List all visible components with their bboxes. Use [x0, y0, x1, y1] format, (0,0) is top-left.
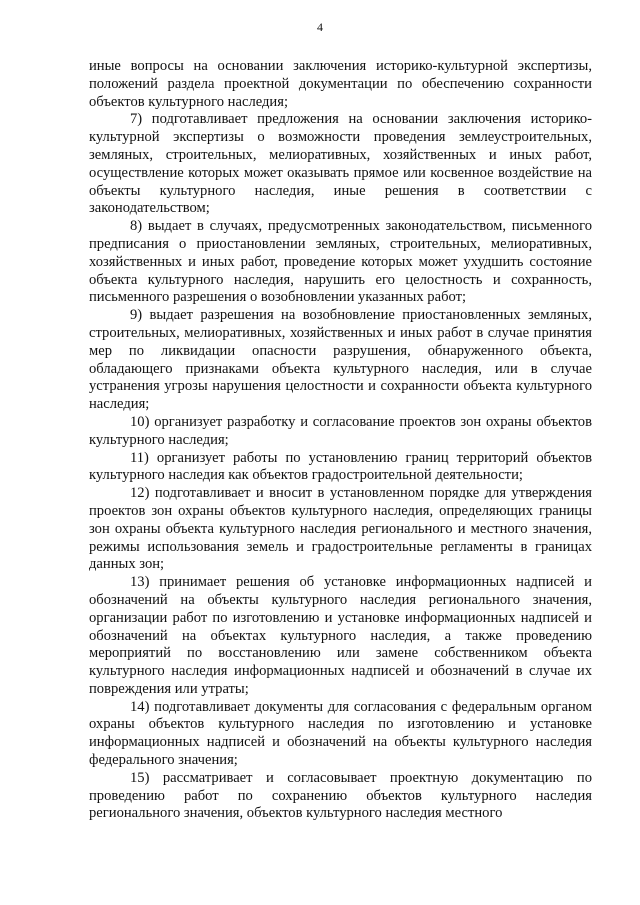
paragraph-item-10: 10) организует разработку и согласование проектов зон охраны объектов культурного наследия; [89, 413, 592, 448]
paragraph-item-11: 11) организует работы по установлению границ территорий объектов культурного наследия как объектов градостроительной деятельности; [89, 449, 592, 484]
page-number: 4 [317, 20, 323, 34]
paragraph-item-9: 9) выдает разрешения на возобновление приостановленных земляных, строительных, мелиоративных, хозяйственных и иных работ в случае принятия мер по ликвидации опасности разрушения, обнаруженного объекта, обладающего признаками объекта культурного наследия, или в случае устранения угрозы нарушения целостности и сохранности объекта культурного наследия; [89, 307, 592, 413]
document-body [89, 58, 592, 823]
paragraph-continuation: иные вопросы на основании заключения историко-культурной экспертизы, положений раздела проектной документации по обеспечению сохранности объектов культурного наследия; [89, 58, 592, 110]
paragraph-item-15: 15) рассматривает и согласовывает проектную документацию по проведению работ по сохранению объектов культурного наследия регионального значения, объектов культурного наследия местного [89, 769, 592, 822]
paragraph-item-8: 8) выдает в случаях, предусмотренных законодательством, письменного предписания о приостановлении земляных, строительных, мелиоративных, хозяйственных и иных работ, проведение которых может ухудшить состояние объекта культурного наследия, нарушить его целостность и сохранность, письменного разрешения о возобновлении указанных работ; [89, 218, 592, 306]
paragraph-item-12: 12) подготавливает и вносит в установленном порядке для утверждения проектов зон охраны объектов культурного наследия, определяющих границы зон охраны объекта культурного наследия регионального и местного значения, режимы использования земель и градостроительные регламенты в границах данных зон; [89, 485, 592, 573]
paragraph-item-14: 14) подготавливает документы для согласования с федеральным органом охраны объектов культурного наследия по изготовлению и установке информационных надписей и обозначений на объекты культурного наследия федерального значения; [89, 698, 592, 769]
paragraph-item-13: 13) принимает решения об установке информационных надписей и обозначений на объекты культурного наследия регионального значения, организации работ по изготовлению и установке информационных надписей и обозначений на объектах культурного наследия, а также проведению мероприятий по восстановлению или замене собственником объекта культурного наследия информационных надписей и обозначений в случае их повреждения или утраты; [89, 574, 592, 697]
paragraph-item-7: 7) подготавливает предложения на основании заключения историко-культурной экспертизы о возможности проведения землеустроительных, земляных, строительных, мелиоративных, хозяйственных и иных работ, осуществление которых может оказывать прямое или косвенное воздействие на объекты культурного наследия, иные решения в соответствии с законодательством; [89, 111, 592, 217]
